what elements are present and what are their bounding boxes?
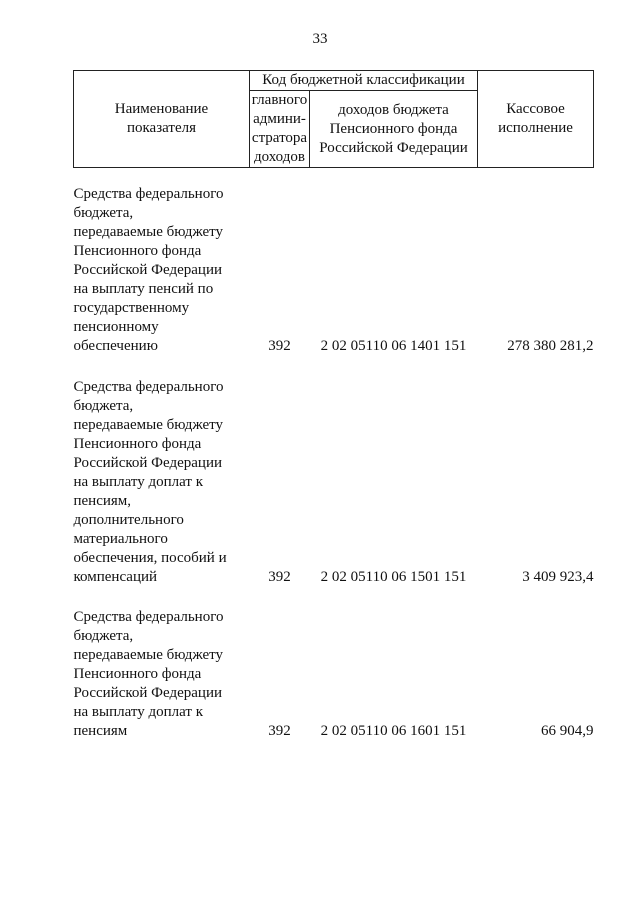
text-line: Кассовое [506,101,565,117]
row-name-lines [74,608,250,741]
spacer-row [74,168,594,186]
header-name [74,71,250,168]
text-line: исполнение [498,120,573,136]
header-exec-lines [479,100,592,138]
header-income-lines [311,101,476,158]
text-line: Российской Федерации [73,455,223,471]
header-name-lines [75,100,248,138]
text-line: на выплату доплат к [73,704,203,720]
text-line: доходов бюджета [338,101,449,118]
text-line: Наименование [114,101,209,117]
text-line: компенсаций [73,569,158,585]
text-line: Средства федерального [73,609,224,625]
text-line: показателя [126,120,197,136]
row-income-code: 2 02 05110 06 1501 151 [320,569,467,585]
text-line: на выплату доплат к [73,474,203,490]
header-income [310,91,478,168]
budget-table [73,70,594,741]
row-admin-code: 392 [268,723,291,739]
text-line: стратора [251,130,308,146]
table-body [74,168,594,742]
table-row [74,378,594,587]
text-line: дополнительного [73,512,184,528]
header-admin [250,91,310,168]
text-line: Российской Федерации [73,262,223,278]
text-line: передаваемые бюджету [73,417,224,433]
text-line: обеспечения, пособий и [73,550,227,566]
text-line: материального [73,531,168,547]
text-line: бюджета, [73,628,134,644]
row-income-code: 2 02 05110 06 1401 151 [320,338,467,354]
text-line: передаваемые бюджету [73,224,224,240]
text-line: государственному [73,300,190,316]
header-admin-lines [251,91,308,167]
text-line: бюджета, [73,205,134,221]
table-row [74,608,594,741]
text-line: пенсиям, [73,493,132,509]
text-line: админи- [253,111,306,127]
text-line: обеспечению [73,338,158,354]
text-line: доходов [254,149,305,165]
row-amount: 278 380 281,2 [507,338,594,354]
text-line: Пенсионного фонда [73,666,202,682]
text-line: бюджета, [73,398,134,414]
spacer-row [74,356,594,378]
row-name [74,608,250,741]
header-exec [478,71,594,168]
spacer-row [74,587,594,608]
row-name-lines [74,378,250,587]
header-code-group: Код бюджетной классификации [250,71,478,91]
text-line: Пенсионного фонда [73,243,202,259]
row-admin-code: 392 [268,338,291,354]
text-line: передаваемые бюджету [73,647,224,663]
row-admin-code: 392 [268,569,291,585]
text-line: Российской Федерации [319,139,468,156]
page-number: 33 [312,31,328,47]
row-name [74,378,250,587]
text-line: Пенсионного фонда [329,120,458,137]
row-income-code: 2 02 05110 06 1601 151 [320,723,467,739]
text-line: на выплату пенсий по [73,281,214,297]
text-line: главного [251,92,308,108]
row-name-lines [74,185,250,356]
text-line: Пенсионного фонда [73,436,202,452]
row-amount: 66 904,9 [541,723,594,739]
text-line: Средства федерального [73,379,224,395]
text-line: Российской Федерации [73,685,223,701]
table-row [74,185,594,356]
row-name [74,185,250,356]
row-amount: 3 409 923,4 [522,569,594,585]
text-line: пенсиям [73,723,128,739]
table-header [74,71,594,168]
text-line: Средства федерального [73,186,224,202]
text-line: пенсионному [73,319,159,335]
